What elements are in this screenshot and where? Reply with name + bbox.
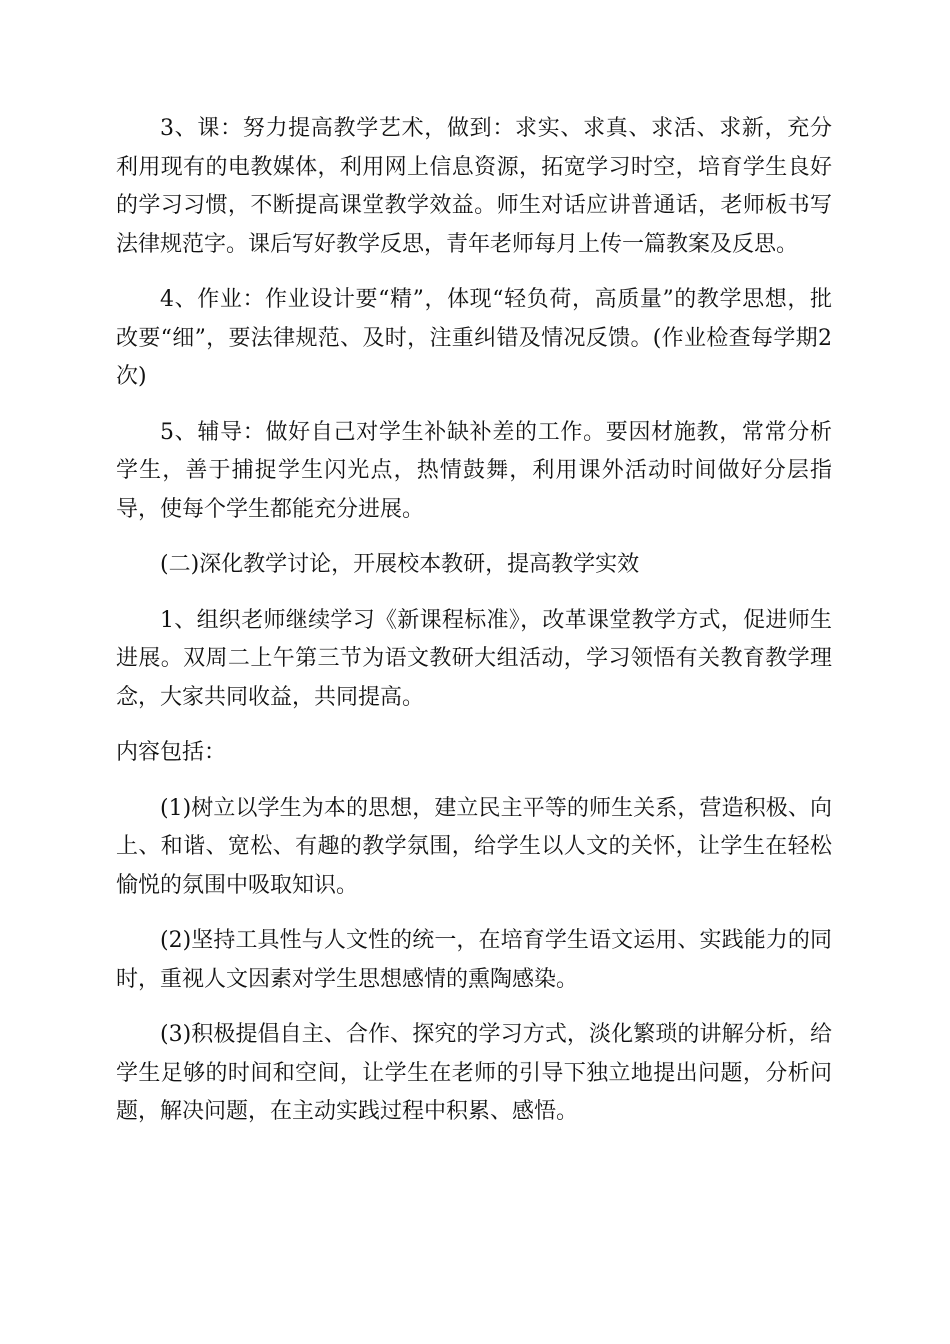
section-heading: (二)深化教学讨论，开展校本教研，提高教学实效 bbox=[160, 552, 640, 577]
contents-label: 内容包括： bbox=[116, 740, 227, 765]
list-item-2: (2)坚持工具性与人文性的统一，在培育学生语文运用、实践能力的同时，重视人文因素对学生思想感情的熏陶感染。 bbox=[116, 928, 832, 992]
paragraph-tutoring: 5、辅导：做好自己对学生补缺补差的工作。要因材施教，常常分析学生，善于捕捉学生闪光点，热情鼓舞，利用课外活动时间做好分层指导，使每个学生都能充分进展。 bbox=[116, 419, 832, 522]
paragraph-homework: 4、作业：作业设计要“精”，体现“轻负荷，高质量”的教学思想，批改要“细”，要法律规范、及时，注重纠错及情况反馈。(作业检查每学期2次) bbox=[116, 287, 832, 389]
list-item-1: (1)树立以学生为本的思想，建立民主平等的师生关系，营造积极、向上、和谐、宽松、有趣的教学氛围，给学生以人文的关怀，让学生在轻松愉悦的氛围中吸取知识。 bbox=[116, 795, 832, 898]
list-item-3: (3)积极提倡自主、合作、探究的学习方式，淡化繁琐的讲解分析，给学生足够的时间和空间，让学生在老师的引导下独立地提出问题，分析问题，解决问题，在主动实践过程中积累、感悟。 bbox=[116, 1022, 832, 1124]
paragraph-lesson: 3、课：努力提高教学艺术，做到：求实、求真、求活、求新，充分利用现有的电教媒体，利用网上信息资源，拓宽学习时空，培育学生良好的学习习惯，不断提高课堂教学效益。师生对话应讲普通话，老师板书写法律规范字。课后写好教学反思，青年老师每月上传一篇教案及反思。 bbox=[116, 116, 832, 257]
paragraph-curriculum: 1、组织老师继续学习《新课程标准》，改革课堂教学方式，促进师生进展。双周二上午第三节为语文教研大组活动，学习领悟有关教育教学理念，大家共同收益，共同提高。 bbox=[116, 607, 832, 710]
document-body bbox=[116, 110, 832, 1149]
